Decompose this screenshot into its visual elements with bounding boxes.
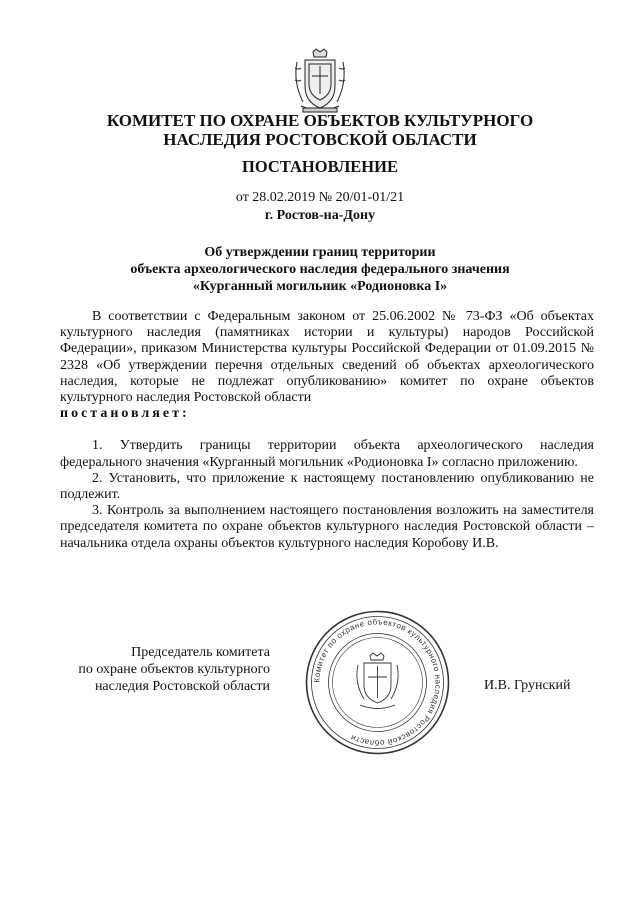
document-subject	[80, 244, 560, 295]
document-date-number: от 28.02.2019 № 20/01-01/21	[235, 190, 405, 205]
organization-name-line1: КОМИТЕТ ПО ОХРАНЕ ОБЪЕКТОВ КУЛЬТУРНОГО	[106, 111, 534, 130]
seal-text: Комитет по охране объектов культурного наследия Ростовской области	[312, 617, 443, 748]
document-body	[60, 309, 594, 552]
coat-of-arms-icon	[291, 48, 349, 114]
subject-line2: объекта археологического наследия федерального значения	[130, 262, 510, 277]
preamble-paragraph: В соответствии с Федеральным законом от 25.06.2002 № 73-ФЗ «Об объектах культурного наследия (памятниках истории и культуры) народов Российской Федерации», приказом Министерства культуры Российской Федерации от 01.09.2015 № 2328 «Об утверждении перечня отдельных сведений об объектах археологического наследия, которые не подлежат опубликованию» комитет по охране объектов культурного наследия Ростовской области	[60, 309, 594, 406]
resolution-item-1: 1. Утвердить границы территории объекта археологического наследия федерального значения «Курганный могильник «Родионовка I» согласно приложению.	[60, 438, 594, 470]
resolution-item-3: 3. Контроль за выполнением настоящего постановления возложить на заместителя председателя комитета по охране объектов культурного наследия Ростовской области – начальника отдела охраны объектов культурного наследия Коробову И.В.	[60, 503, 594, 551]
official-seal-icon	[304, 609, 451, 756]
subject-line1: Об утверждении границ территории	[204, 245, 436, 260]
signatory-title	[60, 644, 270, 695]
signatory-title-line2: по охране объектов культурного	[78, 662, 270, 677]
subject-line3: «Курганный могильник «Родионовка I»	[192, 279, 448, 294]
document-type: ПОСТАНОВЛЕНИЕ	[242, 157, 398, 176]
resolution-item-2: 2. Установить, что приложение к настоящему постановлению опубликованию не подлежит.	[60, 470, 594, 503]
signatory-name: И.В. Грунский	[484, 678, 571, 693]
organization-name	[60, 111, 580, 149]
resolves-heading: постановляет:	[60, 406, 190, 422]
organization-name-line2: НАСЛЕДИЯ РОСТОВСКОЙ ОБЛАСТИ	[163, 130, 477, 149]
signatory-title-line3: наследия Ростовской области	[94, 679, 270, 694]
signatory-title-line1: Председатель комитета	[131, 645, 270, 660]
document-city: г. Ростов-на-Дону	[264, 208, 376, 223]
